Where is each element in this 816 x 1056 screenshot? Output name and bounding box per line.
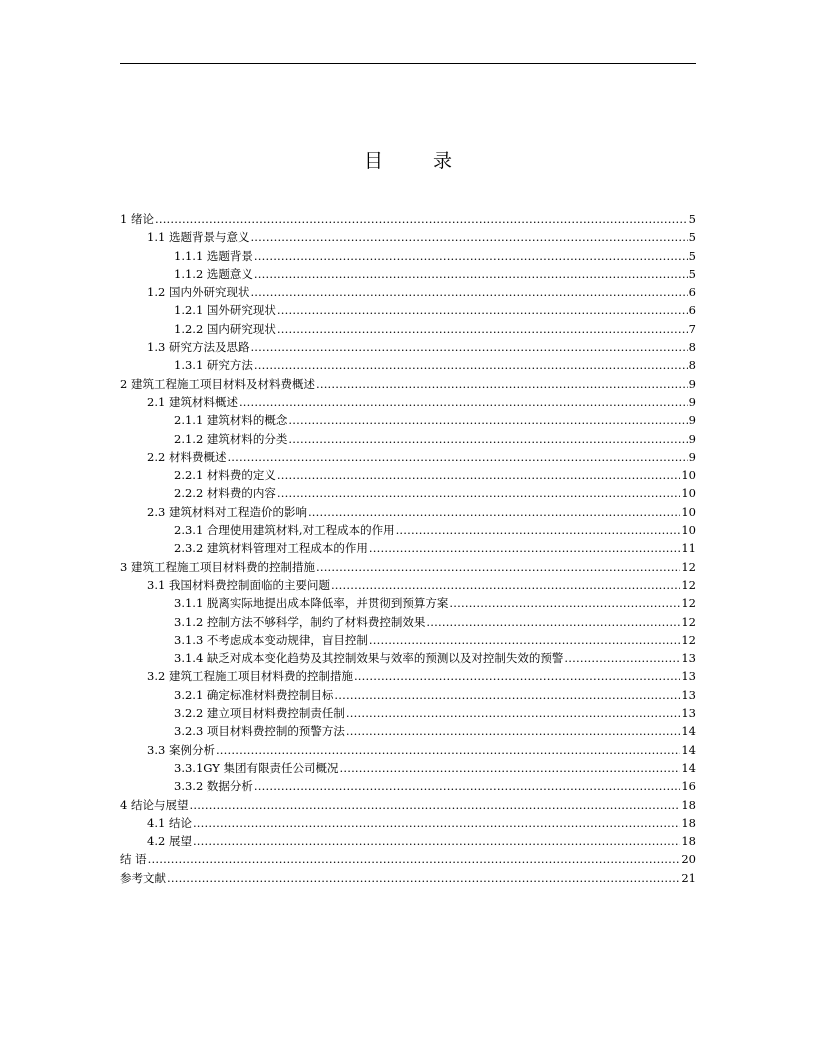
toc-dot-leader xyxy=(369,539,680,557)
toc-entry-title: 3.1.2 控制方法不够科学，制约了材料费控制效果 xyxy=(174,614,426,629)
toc-entry-title: 1.1.2 选题意义 xyxy=(174,266,253,281)
toc-entry[interactable] xyxy=(120,210,696,228)
toc-dot-leader xyxy=(148,850,681,868)
toc-entry-page: 21 xyxy=(681,870,696,885)
toc-dot-leader xyxy=(354,667,680,685)
toc-entry-page: 8 xyxy=(688,358,696,373)
toc-dot-leader xyxy=(316,375,688,393)
header-rule xyxy=(120,63,696,64)
toc-entry[interactable] xyxy=(120,613,696,631)
toc-dot-leader xyxy=(155,210,688,228)
toc-entry[interactable] xyxy=(120,301,696,319)
toc-entry[interactable] xyxy=(120,521,696,539)
toc-entry-page: 9 xyxy=(688,394,696,409)
toc-dot-leader xyxy=(340,759,681,777)
toc-entry[interactable] xyxy=(120,850,696,868)
toc-entry-title: 4.1 结论 xyxy=(147,815,192,830)
toc-entry-title: 2 建筑工程施工项目材料及材料费概述 xyxy=(120,376,315,391)
toc-entry-page: 14 xyxy=(681,724,696,739)
toc-entry[interactable] xyxy=(120,228,696,246)
toc-entry[interactable] xyxy=(120,375,696,393)
toc-dot-leader xyxy=(346,722,680,740)
toc-dot-leader xyxy=(239,393,688,411)
toc-entry-page: 12 xyxy=(681,614,696,629)
toc-entry-title: 4 结论与展望 xyxy=(120,797,189,812)
toc-entry-title: 3.1.4 缺乏对成本变化趋势及其控制效果与效率的预测以及对控制失效的预警 xyxy=(174,651,564,666)
toc-dot-leader xyxy=(288,430,687,448)
toc-entry-title: 参考文献 xyxy=(120,870,166,885)
toc-entry-title: 结 语 xyxy=(120,852,147,867)
toc-entry[interactable] xyxy=(120,576,696,594)
toc-entry-page: 20 xyxy=(681,852,696,867)
toc-entry-title: 2.3.1 合理使用建筑材料,对工程成本的作用 xyxy=(174,523,395,538)
toc-entry-title: 3.2.2 建立项目材料费控制责任制 xyxy=(174,706,345,721)
toc-entry-title: 2.2.2 材料费的内容 xyxy=(174,486,276,501)
toc-entry[interactable] xyxy=(120,814,696,832)
toc-entry-title: 1.2.2 国内研究现状 xyxy=(174,321,276,336)
toc-entry-page: 9 xyxy=(688,413,696,428)
toc-entry[interactable] xyxy=(120,558,696,576)
toc-entry-title: 2.1 建筑材料概述 xyxy=(147,394,238,409)
toc-entry-page: 5 xyxy=(688,230,696,245)
toc-entry[interactable] xyxy=(120,448,696,466)
toc-entry-title: 3.3.1GY 集团有限责任公司概况 xyxy=(174,760,339,775)
toc-entry-page: 18 xyxy=(681,834,696,849)
toc-entry-page: 12 xyxy=(681,596,696,611)
toc-entry[interactable] xyxy=(120,777,696,795)
toc-dot-leader xyxy=(277,320,688,338)
toc-dot-leader xyxy=(277,484,680,502)
toc-entry-title: 3.2.3 项目材料费控制的预警方法 xyxy=(174,724,345,739)
toc-dot-leader xyxy=(216,741,680,759)
toc-entry-title: 4.2 展望 xyxy=(147,834,192,849)
toc-entry[interactable] xyxy=(120,722,696,740)
toc-entry[interactable] xyxy=(120,338,696,356)
toc-entry-title: 1.3 研究方法及思路 xyxy=(147,340,250,355)
toc-dot-leader xyxy=(254,777,680,795)
toc-dot-leader xyxy=(346,704,680,722)
toc-dot-leader xyxy=(331,576,680,594)
toc-entry-page: 6 xyxy=(688,303,696,318)
toc-entry[interactable] xyxy=(120,247,696,265)
toc-entry[interactable] xyxy=(120,265,696,283)
toc-entry[interactable] xyxy=(120,320,696,338)
toc-dot-leader xyxy=(254,247,688,265)
toc-entry[interactable] xyxy=(120,796,696,814)
toc-entry-title: 2.2.1 材料费的定义 xyxy=(174,468,276,483)
toc-entry-title: 1.3.1 研究方法 xyxy=(174,358,253,373)
toc-dot-leader xyxy=(193,832,680,850)
toc-entry-title: 3.3.2 数据分析 xyxy=(174,779,253,794)
toc-entry-page: 16 xyxy=(681,779,696,794)
toc-entry-page: 10 xyxy=(681,486,696,501)
toc-entry[interactable] xyxy=(120,686,696,704)
toc-entry-page: 5 xyxy=(688,266,696,281)
toc-dot-leader xyxy=(189,796,680,814)
toc-title: 目 录 xyxy=(363,150,475,172)
toc-entry-title: 1 绪论 xyxy=(120,212,154,226)
toc-entry-title: 1.1 选题背景与意义 xyxy=(147,230,250,245)
toc-dot-leader xyxy=(254,265,688,283)
toc-entry[interactable] xyxy=(120,356,696,374)
toc-dot-leader xyxy=(334,686,680,704)
toc-entry-title: 2.3.2 建筑材料管理对工程成本的作用 xyxy=(174,541,368,556)
toc-entry[interactable] xyxy=(120,667,696,685)
toc-dot-leader xyxy=(288,411,687,429)
toc-dot-leader xyxy=(308,503,680,521)
toc-entry-page: 13 xyxy=(681,669,696,684)
toc-entry-page: 14 xyxy=(681,742,696,757)
toc-entry[interactable] xyxy=(120,466,696,484)
toc-entry-page: 13 xyxy=(681,687,696,702)
toc-entry[interactable] xyxy=(120,411,696,429)
toc-entry-page: 8 xyxy=(688,340,696,355)
toc-entry-title: 2.1.1 建筑材料的概念 xyxy=(174,413,288,428)
toc-entry[interactable] xyxy=(120,832,696,850)
toc-entry-page: 13 xyxy=(681,651,696,666)
toc-dot-leader xyxy=(426,613,680,631)
toc-dot-leader xyxy=(316,558,680,576)
toc-entry-page: 12 xyxy=(681,559,696,574)
toc-entry-title: 3.1 我国材料费控制面临的主要问题 xyxy=(147,577,330,592)
toc-entry-title: 3.2 建筑工程施工项目材料费的控制措施 xyxy=(147,669,353,684)
toc-entry-page: 10 xyxy=(681,523,696,538)
toc-entry[interactable] xyxy=(120,869,696,887)
toc-entry-title: 2.2 材料费概述 xyxy=(147,449,227,464)
toc-entry-page: 18 xyxy=(681,797,696,812)
toc-entry-title: 2.3 建筑材料对工程造价的影响 xyxy=(147,504,307,519)
toc-entry-page: 14 xyxy=(681,760,696,775)
toc-entry-title: 1.2 国内外研究现状 xyxy=(147,285,250,300)
toc-entry-page: 10 xyxy=(681,504,696,519)
toc-dot-leader xyxy=(250,338,687,356)
toc-entry-title: 1.2.1 国外研究现状 xyxy=(174,303,276,318)
toc-entry-page: 7 xyxy=(688,321,696,336)
toc-entry[interactable] xyxy=(120,741,696,759)
toc-entry-page: 9 xyxy=(688,376,696,391)
toc-entry[interactable] xyxy=(120,704,696,722)
toc-entry-page: 13 xyxy=(681,706,696,721)
toc-entry[interactable] xyxy=(120,503,696,521)
toc-entry[interactable] xyxy=(120,430,696,448)
toc-dot-leader xyxy=(564,649,680,667)
toc-entry[interactable] xyxy=(120,759,696,777)
toc-entry-page: 9 xyxy=(688,449,696,464)
toc-entry-page: 9 xyxy=(688,431,696,446)
toc-entry[interactable] xyxy=(120,393,696,411)
toc-entry-title: 3.3 案例分析 xyxy=(147,742,215,757)
toc-dot-leader xyxy=(369,631,680,649)
toc-entry-title: 1.1.1 选题背景 xyxy=(174,248,253,263)
toc-entry[interactable] xyxy=(120,649,696,667)
toc-dot-leader xyxy=(277,466,680,484)
toc-entry-title: 3 建筑工程施工项目材料费的控制措施 xyxy=(120,559,315,574)
toc-entry-page: 18 xyxy=(681,815,696,830)
toc-dot-leader xyxy=(193,814,680,832)
toc-entry-page: 5 xyxy=(688,248,696,263)
toc-dot-leader xyxy=(250,283,687,301)
toc-entry-title: 2.1.2 建筑材料的分类 xyxy=(174,431,288,446)
toc-dot-leader xyxy=(254,356,688,374)
toc-entry-page: 6 xyxy=(688,285,696,300)
toc-entry-page: 12 xyxy=(681,632,696,647)
toc-dot-leader xyxy=(277,301,688,319)
toc-entry[interactable] xyxy=(120,631,696,649)
toc-dot-leader xyxy=(167,869,680,887)
toc-entry-page: 5 xyxy=(688,212,696,226)
toc-entry-title: 3.1.3 不考虑成本变动规律，盲目控制 xyxy=(174,632,368,647)
toc-entry-page: 12 xyxy=(681,577,696,592)
toc-entry-page: 11 xyxy=(681,541,696,556)
toc-entry[interactable] xyxy=(120,484,696,502)
toc-dot-leader xyxy=(227,448,687,466)
toc-entry[interactable] xyxy=(120,283,696,301)
toc-dot-leader xyxy=(250,228,687,246)
toc-entry-title: 3.2.1 确定标准材料费控制目标 xyxy=(174,687,334,702)
toc-entry-title: 3.1.1 脱离实际地提出成本降低率，并贯彻到预算方案 xyxy=(174,596,449,611)
toc-dot-leader xyxy=(396,521,681,539)
toc-dot-leader xyxy=(449,594,680,612)
table-of-contents xyxy=(120,210,696,887)
toc-entry[interactable] xyxy=(120,539,696,557)
toc-entry[interactable] xyxy=(120,594,696,612)
toc-entry-page: 10 xyxy=(681,468,696,483)
